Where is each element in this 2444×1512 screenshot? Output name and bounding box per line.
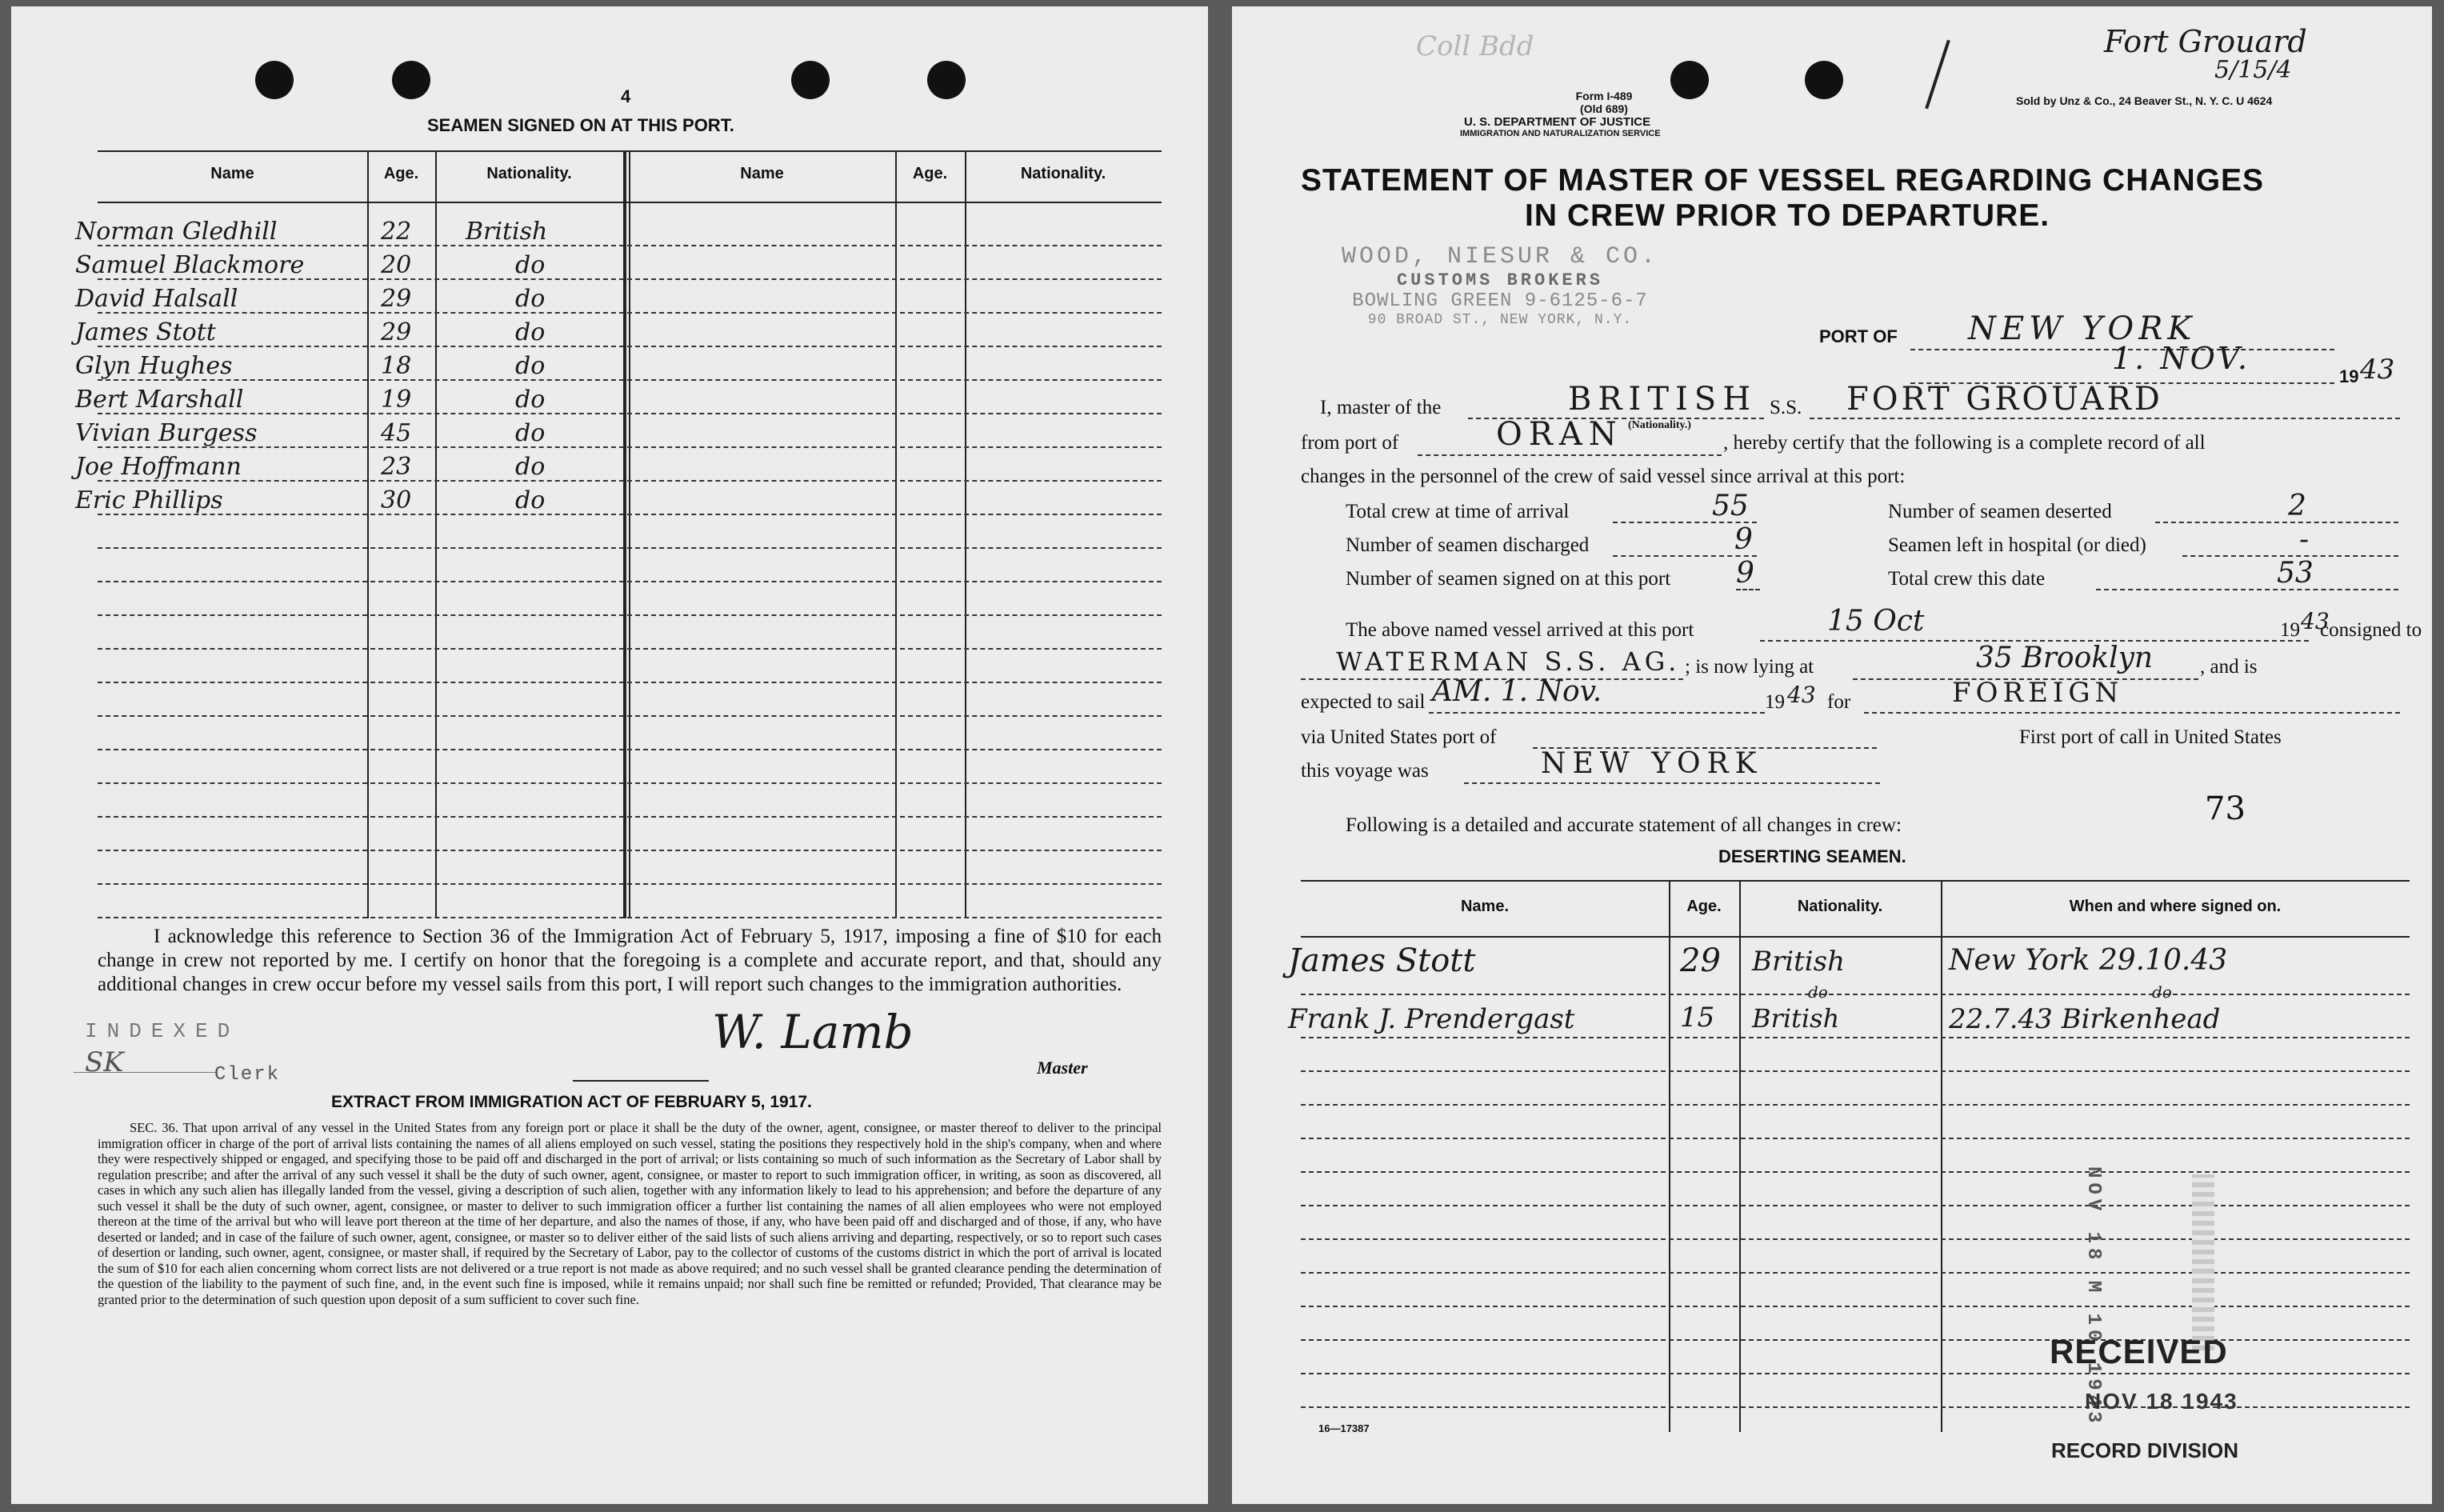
field-rule: [1418, 454, 1722, 456]
reference-number: 73: [2205, 790, 2246, 827]
received-stamp: RECEIVED: [2050, 1333, 2228, 1370]
this-voyage-label: this voyage was: [1301, 760, 1429, 782]
form-title-line2: IN CREW PRIOR TO DEPARTURE.: [1525, 198, 2050, 233]
first-port-value: NEW YORK: [1541, 747, 1763, 780]
seaman-name: Glyn Hughes: [75, 352, 233, 380]
seaman-age: 45: [381, 419, 412, 447]
desert-table-header-rule: [1301, 936, 2410, 938]
department: U. S. DEPARTMENT OF JUSTICE: [1464, 115, 1651, 129]
field-rule: [2155, 522, 2398, 523]
seaman-age: 22: [381, 218, 412, 246]
deserted-value: 2: [2288, 490, 2306, 522]
nationality-value: BRITISH: [1568, 381, 1758, 418]
desert-header-age: Age.: [1686, 898, 1722, 915]
deserter-name: James Stott: [1288, 942, 1476, 979]
extract-text: SEC. 36. That upon arrival of any vessel in the United States from any foreign port or place it shall be the duty of the owner, agent, consignee, or master thereof to deliver to the principal immigration officer in charge of the port of arrival lists containing the names of all aliens employed on such vessel, stating the positions they respectively hold in the ship's company, when and where they were respectively shipped or engaged, and specifying those to be paid off and discharged in the port of arrival; or lists containing so much of such information as the Secretary of Labor shall by regulation prescribe; and after the arrival of any such vessel it shall be the duty of such owner, agent, consignee, or master to report to such immigration officer, in writing, as soon as discovered, all cases in which any such alien has illegally landed from the vessel, giving a description of such alien, together with any information likely to lead to his apprehension; and before the departure of any such vessel it shall be the duty of such owner, agent, consignee, or master to deliver to such immigration officer a further list containing the names of all alien employees who were not employed thereon at the time of the arrival but who will leave port thereon at the time of her departure, and also the names of those, if any, who have been paid off and discharged and of those, if any, who have deserted or landed; and in case of the failure of such owner, agent, consignee, or master so to deliver either of the said lists of such aliens arriving and departing, respectively, or so to report such cases of desertion or landing, such owner, agent, consignee, or master shall, if required by the Secretary of Labor, pay to the collector of customs of the customs district in which the port of arrival is located the sum of $10 for each alien concerning whom correct lists are not delivered or a true report is not made as above required; and no such vessel shall be granted clearance pending the determination of the question of the liability to the payment of such fine, and, in the event such fine is imposed, while it remains unpaid; nor shall such fine be remitted or refunded; Provided, That clearance may be granted prior to the determination of such question upon deposit of a sum sufficient to cover such fine.: [98, 1120, 1162, 1307]
desert-header-nationality: Nationality.: [1797, 898, 1883, 915]
arrived-label: The above named vessel arrived at this port: [1346, 619, 1694, 641]
record-division: RECORD DIVISION: [2051, 1438, 2239, 1462]
pencil-note: Coll Bdd: [1416, 30, 1534, 62]
deserter-signed: New York 29.10.43: [1949, 944, 2228, 977]
col-header-name: Name: [210, 165, 254, 182]
seaman-age: 18: [381, 352, 412, 380]
desert-header-name: Name.: [1460, 898, 1510, 915]
col-divider: [1669, 880, 1670, 1432]
deserter-name: Frank J. Prendergast: [1288, 1003, 1575, 1035]
lying-at-value: 35 Brooklyn: [1976, 642, 2154, 674]
total-crew-date-value: 53: [2277, 557, 2314, 590]
top-note-date: 5/15/4: [2214, 56, 2292, 84]
ditto-mark: do: [1808, 982, 1828, 1002]
col-divider: [1941, 880, 1942, 1432]
lying-label: ; is now lying at: [1685, 656, 1814, 678]
broker-type: CUSTOMS BROKERS: [1396, 270, 1604, 290]
broker-phone: BOWLING GREEN 9-6125-6-7: [1352, 290, 1648, 312]
sail-year: 19: [1765, 691, 1785, 713]
year-value: 43: [2360, 354, 2395, 386]
form-number: [1552, 90, 1656, 115]
arrived-year: 19: [2280, 619, 2300, 641]
seaman-nationality: do: [515, 352, 546, 380]
master-signature: W. Lamb: [712, 1005, 914, 1059]
deserter-nationality: British: [1752, 1003, 1840, 1034]
seaman-name: Eric Phillips: [75, 486, 223, 514]
col-divider: [895, 150, 897, 918]
clerk-label: Clerk: [214, 1064, 281, 1086]
broker-stamp: [1312, 243, 1688, 328]
desert-header-signed: When and where signed on.: [2069, 898, 2282, 915]
and-is-text: , and is: [2200, 656, 2258, 678]
indexed-stamp: INDEXED: [85, 1019, 240, 1043]
nationality-label: (Nationality.): [1628, 419, 1691, 431]
seaman-nationality: do: [515, 419, 546, 447]
hospital-label: Seamen left in hospital (or died): [1888, 534, 2146, 556]
total-crew-arrival-value: 55: [1712, 490, 1749, 522]
form-title-line1: STATEMENT OF MASTER OF VESSEL REGARDING CHANGES: [1301, 163, 2265, 198]
signed-on-value: 9: [1736, 557, 1754, 590]
total-crew-date-label: Total crew this date: [1888, 568, 2046, 590]
from-port-value: ORAN: [1496, 416, 1623, 453]
seaman-name: Samuel Blackmore: [75, 251, 305, 279]
sold-by: Sold by Unz & Co., 24 Beaver St., N. Y. C. U 4624: [2016, 94, 2273, 107]
seaman-age: 23: [381, 453, 412, 481]
hospital-value: -: [2299, 523, 2310, 556]
seaman-age: 19: [381, 386, 412, 414]
extract-title: EXTRACT FROM IMMIGRATION ACT OF FEBRUARY 5, 1917.: [331, 1093, 812, 1111]
discharged-label: Number of seamen discharged: [1346, 534, 1590, 556]
col-header-age: Age.: [383, 165, 419, 182]
deserted-label: Number of seamen deserted: [1888, 501, 2112, 522]
left-page: [11, 6, 1208, 1504]
seaman-nationality: do: [515, 386, 546, 414]
footer-code: 16—17387: [1318, 1422, 1370, 1434]
punch-hole: [791, 61, 830, 99]
port-of-label: PORT OF: [1819, 326, 1898, 346]
pen-stroke: [1925, 40, 1950, 110]
seaman-nationality: do: [515, 486, 546, 514]
seaman-name: David Halsall: [75, 285, 238, 313]
seaman-age: 30: [381, 486, 412, 514]
for-label: for: [1827, 691, 1851, 713]
clerk-rule: [74, 1072, 218, 1073]
deserting-title: DESERTING SEAMEN.: [1718, 846, 1906, 866]
deserter-age: 29: [1680, 942, 1721, 979]
date-value: 1. NOV.: [2112, 341, 2250, 376]
master-of-label: I, master of the: [1320, 397, 1442, 418]
seaman-name: James Stott: [75, 318, 216, 346]
consignee: WATERMAN S.S. AG.: [1336, 646, 1681, 677]
punch-hole: [1805, 61, 1843, 99]
deserter-signed: 22.7.43 Birkenhead: [1949, 1003, 2221, 1035]
first-port-label: First port of call in United States: [2019, 726, 2282, 748]
deserter-nationality: British: [1752, 946, 1845, 978]
form-no: Form I-489: [1575, 90, 1633, 102]
divider-rule: [573, 1080, 709, 1082]
faded-stamp: [2192, 1174, 2214, 1350]
col-divider: [367, 150, 369, 918]
col-header-nationality: Nationality.: [1020, 165, 1106, 182]
received-date: NOV 18 1943: [2085, 1389, 2238, 1414]
punch-hole: [392, 61, 430, 99]
total-crew-arrival-label: Total crew at time of arrival: [1346, 501, 1570, 522]
seaman-nationality: do: [515, 251, 546, 279]
service: IMMIGRATION AND NATURALIZATION SERVICE: [1460, 129, 1661, 138]
signed-on-label: Number of seamen signed on at this port: [1346, 568, 1671, 590]
field-rule: [1429, 712, 1765, 714]
destination: FOREIGN: [1952, 677, 2124, 709]
seaman-name: Norman Gledhill: [75, 218, 278, 246]
field-rule: [1810, 418, 2400, 419]
discharged-value: 9: [1734, 523, 1753, 556]
seaman-name: Bert Marshall: [75, 386, 244, 414]
seaman-age: 29: [381, 318, 412, 346]
sail-label: expected to sail: [1301, 691, 1426, 713]
field-rule: [2096, 589, 2398, 590]
deserter-age: 15: [1680, 1002, 1715, 1034]
form-old: (Old 689): [1580, 102, 1628, 115]
desert-table-top: [1301, 880, 2410, 882]
seaman-name: Vivian Burgess: [75, 419, 258, 447]
from-port-label: from port of: [1301, 432, 1399, 454]
certify-text: , hereby certify that the following is a complete record of all: [1723, 432, 2206, 454]
received-date-stamp: NOV 18 M 10 1943: [2082, 1166, 2104, 1428]
seaman-nationality: do: [515, 453, 546, 481]
port-of-value: NEW YORK: [1968, 310, 2197, 347]
seaman-nationality: do: [515, 285, 546, 313]
following-label: Following is a detailed and accurate statement of all changes in crew:: [1346, 814, 1902, 836]
ditto-mark: do: [2152, 982, 2172, 1002]
section-title: SEAMEN SIGNED ON AT THIS PORT.: [427, 115, 734, 135]
punch-hole: [1670, 61, 1709, 99]
arrived-date: 15 Oct: [1827, 605, 1925, 638]
col-divider: [623, 150, 626, 918]
changes-text: changes in the personnel of the crew of said vessel since arrival at this port:: [1301, 466, 1906, 487]
top-note: Fort Grouard: [2104, 24, 2307, 59]
seaman-age: 20: [381, 251, 412, 279]
col-divider: [1739, 880, 1741, 1432]
sail-date: AM. 1. Nov.: [1432, 675, 1602, 708]
sail-year-value: 43: [1787, 682, 1816, 708]
field-rule: [1864, 712, 2400, 714]
punch-hole: [255, 61, 294, 99]
vessel-name: FORT GROUARD: [1846, 381, 2163, 418]
clerk-initials: SK: [85, 1046, 124, 1078]
col-divider: [965, 150, 966, 918]
acknowledgement-text: I acknowledge this reference to Section 36 of the Immigration Act of February 5, 1917, imposing a fine of $10 for each change in crew not reported by me. I certify on honor that the foregoing is a complete and accurate report, and that, should any additional changes in crew occur before my vessel sails from this port, I will report such changes to the immigration authorities.: [98, 926, 1162, 995]
seaman-nationality: British: [466, 218, 548, 246]
via-label: via United States port of: [1301, 726, 1497, 748]
seaman-name: Joe Hoffmann: [75, 453, 242, 481]
col-header-name: Name: [740, 165, 784, 182]
seaman-nationality: do: [515, 318, 546, 346]
consigned-label: consigned to: [2320, 619, 2422, 641]
broker-address: 90 BROAD ST., NEW YORK, N.Y.: [1367, 312, 1633, 328]
master-label: Master: [1037, 1058, 1088, 1078]
punch-hole: [927, 61, 966, 99]
col-header-age: Age.: [912, 165, 948, 182]
broker-name: WOOD, NIESUR & CO.: [1341, 243, 1659, 270]
col-header-nationality: Nationality.: [486, 165, 572, 182]
arrived-year-value: 43: [2301, 608, 2330, 634]
field-rule: [1464, 782, 1880, 784]
ss-label: S.S.: [1770, 397, 1802, 418]
page-number: 4: [621, 86, 631, 106]
col-divider: [435, 150, 437, 918]
seaman-age: 29: [381, 285, 412, 313]
col-divider: [629, 150, 630, 918]
right-page: [1232, 6, 2432, 1504]
year-prefix: 19: [2339, 366, 2359, 386]
